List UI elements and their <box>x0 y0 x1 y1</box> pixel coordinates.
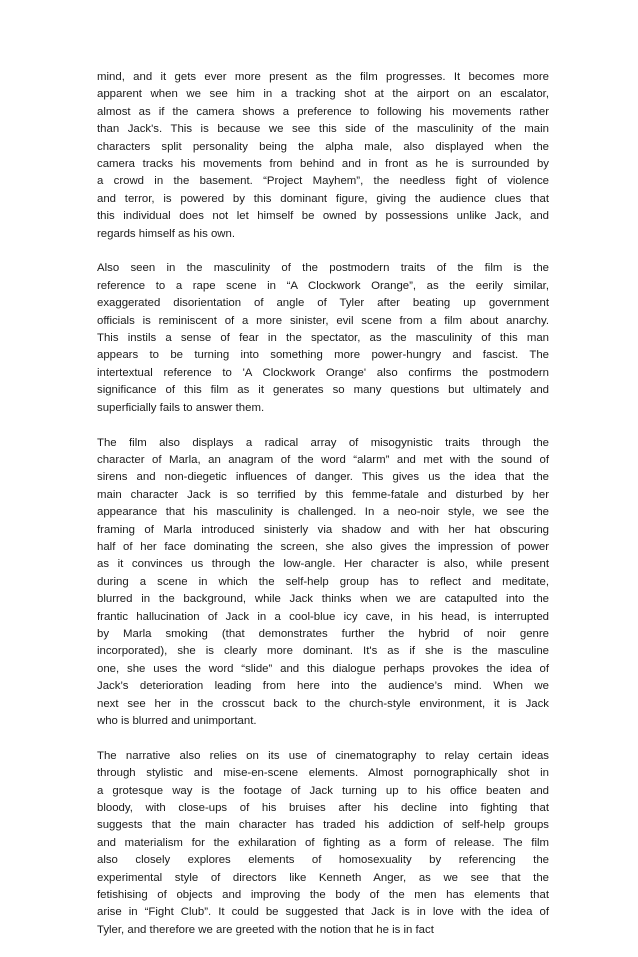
text-line: suggests that the main character has traded his addiction of self-help groups <box>97 819 549 832</box>
text-line: significance of this film as it generates so many questions but ultimately and <box>97 384 549 397</box>
paragraph-4 <box>97 748 549 939</box>
text-line: Also seen in the masculinity of the postmodern traits of the film is the <box>97 262 549 275</box>
text-line: appears to be turning into something more power-hungry and fascist. The <box>97 349 549 362</box>
text-line: officials is reminiscent of a more sinister, evil scene from a film about anarchy. <box>97 314 549 327</box>
text-line: incorporated), she is clearly more dominant. It's as if she is the masculine <box>97 645 549 658</box>
text-line: this individual does not let himself be owned by possessions unlike Jack, and <box>97 210 549 223</box>
text-line: who is blurred and unimportant. <box>97 715 257 727</box>
text-line: next see her in the crosscut back to the church-style environment, it is Jack <box>97 697 549 710</box>
text-line: superficially fails to answer them. <box>97 401 265 414</box>
text-line: Tyler, and therefore we are greeted with the notion that he is in fact <box>97 923 434 936</box>
text-line: characters split personality being the alpha male, also displayed when the <box>97 140 549 153</box>
text-line: one, she uses the word “slide” and this dialogue perhaps provokes the idea of <box>97 662 549 675</box>
text-line: sirens and non-diegetic influences of danger. This gives us the idea that the <box>97 471 549 484</box>
text-line: and terror, is powered by this dominant figure, giving the audience clues that <box>97 192 549 205</box>
text-line: frantic hallucination of Jack in a cool-blue icy cave, in his head, is interrupted <box>97 610 549 623</box>
text-line: The narrative also relies on its use of cinematography to relay certain ideas <box>97 749 549 762</box>
text-line: a crowd in the basement. “Project Mayhem”, the needless fight of violence <box>97 175 549 188</box>
text-line: mind, and it gets ever more present as the film progresses. It becomes more <box>97 71 549 83</box>
text-line: a grotesque way is the footage of Jack turning up to his office beaten and <box>97 784 549 797</box>
text-line: Jack’s deterioration leading from here into the audience’s mind. When we <box>97 680 549 693</box>
paragraph-2 <box>97 260 549 417</box>
text-line: half of her face dominating the screen, she also gives the impression of power <box>97 540 549 553</box>
text-line: also closely explores elements of homosexuality by referencing the <box>97 854 549 867</box>
text-line: The film also displays a radical array of misogynistic traits through the <box>97 436 549 449</box>
text-line: during a scene in which the self-help group has to reflect and meditate, <box>97 575 549 588</box>
essay-text <box>97 69 549 957</box>
text-line: through stylistic and mise-en-scene elements. Almost pornographically shot in <box>97 767 549 780</box>
text-line: blurred in the background, while Jack thinks when we are catapulted into the <box>97 593 549 606</box>
text-line: apparent when we see him in a tracking shot at the airport on an escalator, <box>97 88 549 101</box>
text-line: experimental style of directors like Kenneth Anger, as we see that the <box>97 871 549 884</box>
text-line: bloody, with close-ups of his bruises after his decline into fighting that <box>97 802 549 815</box>
text-line: appearance that his masculinity is challenged. In a neo-noir style, we see the <box>97 506 549 519</box>
text-line: exaggerated disorientation of angle of Tyler after beating up government <box>97 297 549 310</box>
text-line: fetishising of objects and improving the body of the men has elements that <box>97 889 549 902</box>
paragraph-3 <box>97 435 549 731</box>
text-line: as it convinces us through the low-angle. Her character is also, while present <box>97 558 549 571</box>
text-line: This instils a sense of fear in the spectator, as the masculinity of this man <box>97 332 549 345</box>
text-line: framing of Marla introduced sinisterly via shadow and with her hat obscuring <box>97 523 549 536</box>
text-line: reference to a rape scene in “A Clockwork Orange”, as the eerily similar, <box>97 279 549 292</box>
text-line: and materialism for the exhilaration of fighting as a form of release. The film <box>97 836 549 849</box>
text-line: camera tracks his movements from behind and in front as he is surrounded by <box>97 158 549 171</box>
text-line: than Jack's. This is because we see this side of the masculinity of the main <box>97 123 549 136</box>
text-line: regards himself as his own. <box>97 227 236 240</box>
text-line: arise in “Fight Club”. It could be suggested that Jack is in love with the idea of <box>97 906 549 919</box>
text-line: main character Jack is so terrified by this femme-fatale and disturbed by her <box>97 488 549 501</box>
text-line: by Marla smoking (that demonstrates further the hybrid of noir genre <box>97 627 549 640</box>
text-line: almost as if the camera shows a preference to following his movements rather <box>97 105 549 118</box>
text-line: intertextual reference to 'A Clockwork Orange' also confirms the postmodern <box>97 366 549 379</box>
text-line: character of Marla, an anagram of the word “alarm” and met with the sound of <box>97 453 549 466</box>
paragraph-1 <box>97 69 549 243</box>
